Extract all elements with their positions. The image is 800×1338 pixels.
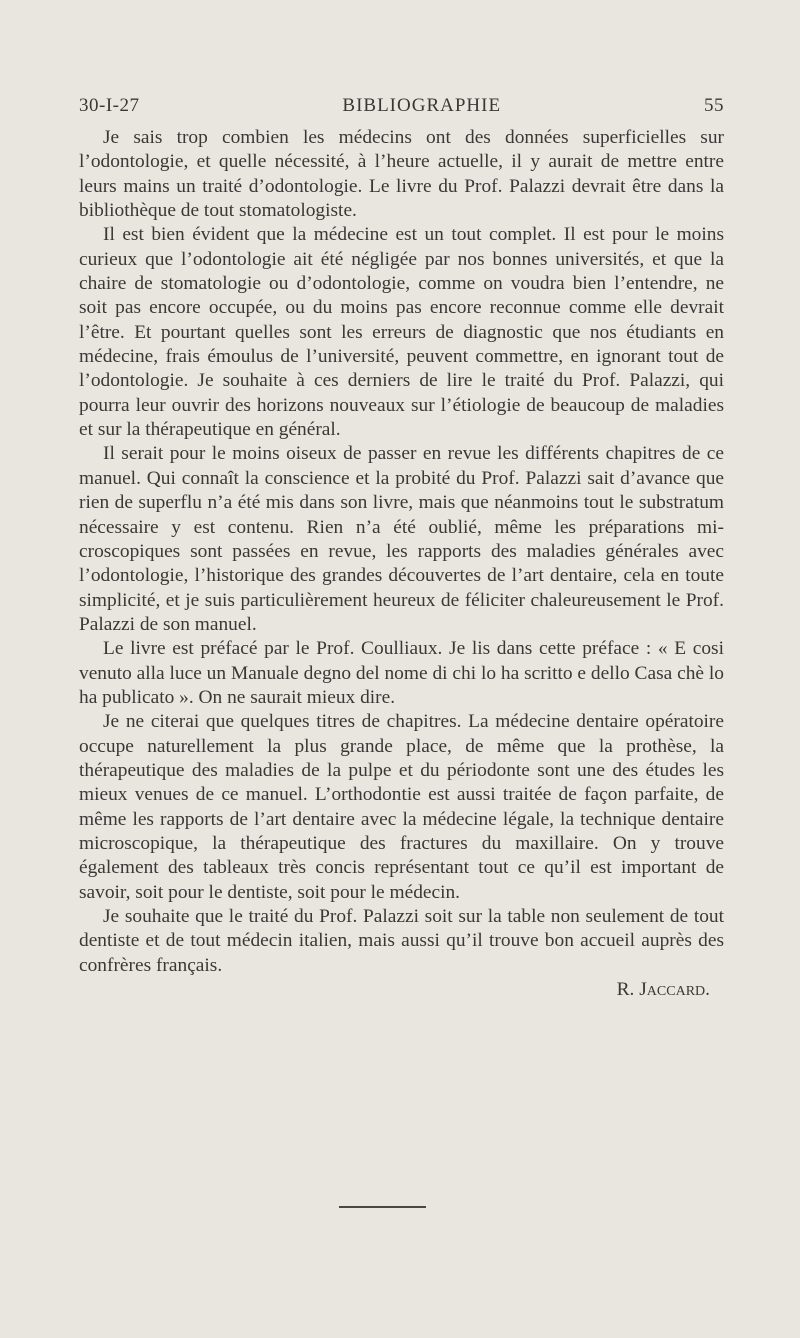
paragraph-6: Je souhaite que le traité du Prof. Palazzi soit sur la table non seulement de tout dentiste et de tout médecin italien, mais aussi qu’il trouve bon accueil auprès des confrères français.	[79, 906, 724, 976]
paragraph-5: Je ne citerai que quelques titres de chapitres. La médecine dentaire opératoire occupe naturellement la plus grande place, de même que la prothèse, la thérapeutique des maladies de la pulpe et du périodonte sont une des études les mieux venues de ce manuel. L’orthodontie est aussi traitée de façon parfaite, de même les rapports de l’art dentaire avec la médecine légale, la technique dentaire microscopique, la thérapeutique des fractures du maxillaire. On y trouve également des tableaux très concis représentant tout ce qu’il est important de savoir, soit pour le dentiste, soit pour le médecin.	[79, 711, 724, 903]
running-header	[79, 95, 724, 125]
paragraph-4: Le livre est préfacé par le Prof. Coulliaux. Je lis dans cette préface : « E cosi venuto alla luce un Manuale degno del nome di chi lo ha scritto e dello Casa chè lo ha publicato ». On ne saurait mieux dire.	[79, 638, 724, 708]
paragraph-2: Il est bien évident que la médecine est un tout complet. Il est pour le moins curieux que l’odontologie ait été négligée par nos bonnes universités, et que la chaire de stomatologie ou d’odontologie, comme on voudra bien l’entendre, ne soit pas encore occupée, ou du moins pas encore reconnue comme elle devrait l’être. Et pourtant quelles sont les erreurs de diagnostic que nos étudiants en médecine, frais émoulus de l’université, peuvent commettre, en ignorant tout de l’odontologie. Je souhaite à ces derniers de lire le traité du Prof. Palazzi, qui pourra leur ouvrir des horizons nouveaux sur l’étiologie de beaucoup de maladies et sur la thérapeutique en général.	[79, 224, 724, 441]
signature-surname: Jaccard.	[639, 979, 710, 1001]
header-date: 30-I-27	[79, 95, 140, 116]
header-title: BIBLIOGRAPHIE	[342, 95, 502, 116]
signature	[79, 978, 724, 1002]
page	[79, 95, 724, 1002]
section-divider	[339, 1206, 426, 1208]
page-number: 55	[704, 95, 724, 116]
signature-initial: R.	[616, 979, 635, 1001]
paragraph-3: Il serait pour le moins oiseux de passer en revue les différents chapitres de ce manuel. Qui connaît la conscience et la probité du Prof. Palazzi sait d’avance que rien de superflu n’a été mis dans son livre, mais que néanmoins tout le substratum nécessaire y est contenu. Rien n’a été oublié, même les préparations microscopiques sont passées en revue, les rapports des maladies générales avec l’odontologie, l’historique des grandes découvertes de l’art dentaire, cela en toute simplicité, et je suis particulièrement heureux de féliciter chaleureusement le Prof. Palazzi de son manuel.	[79, 443, 724, 635]
paragraph-1: Je sais trop combien les médecins ont des données superficielles sur l’odontologie, et quelle nécessité, à l’heure actuelle, il y aurait de mettre entre leurs mains un traité d’odontologie. Le livre du Prof. Palazzi devrait être dans la bibliothèque de tout stomatologiste.	[79, 127, 724, 222]
